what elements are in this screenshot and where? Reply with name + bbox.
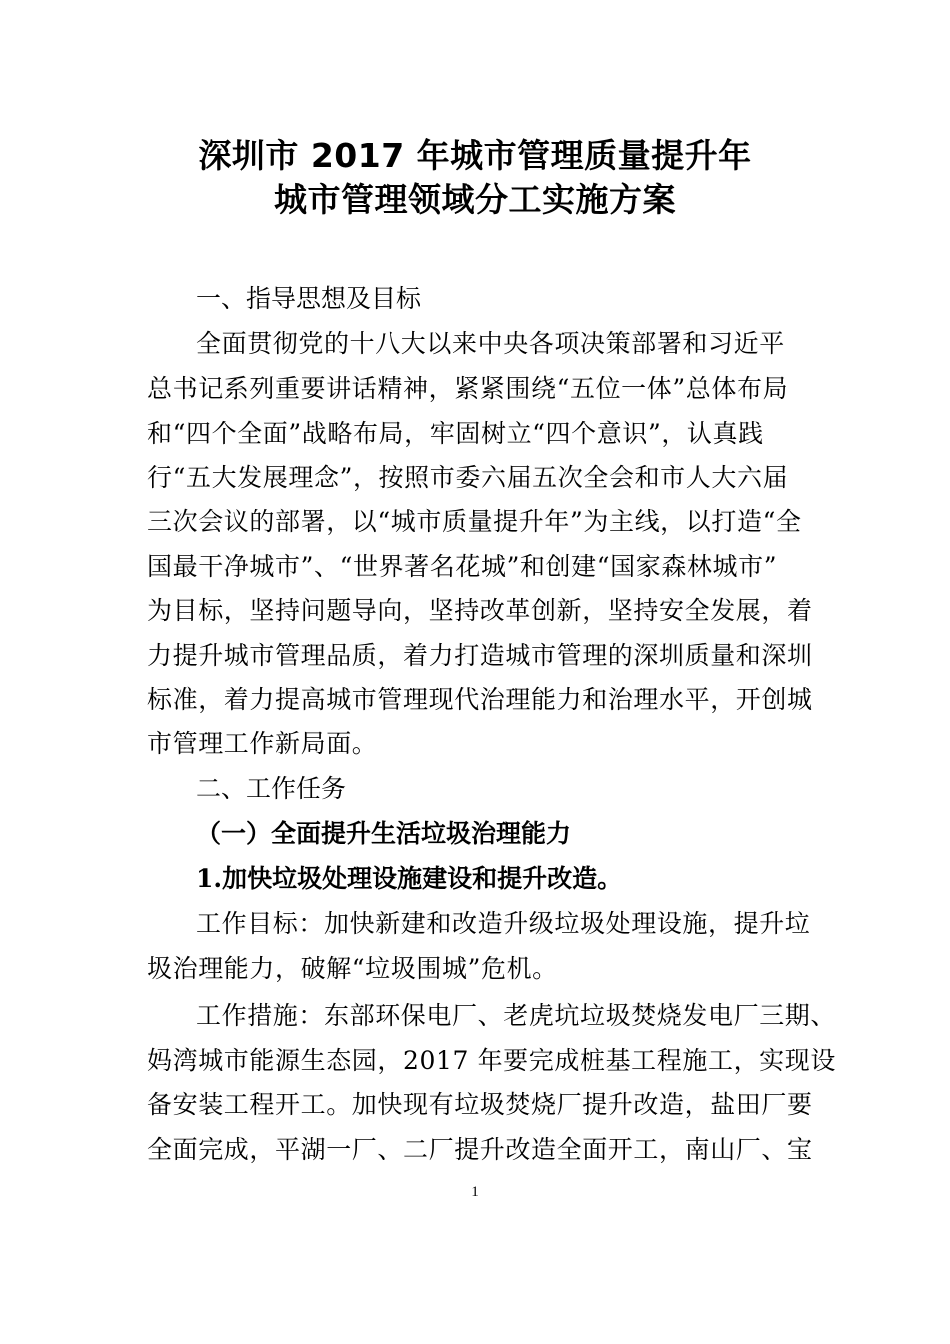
paragraph-line: 总书记系列重要讲话精神，紧紧围绕“五位一体”总体布局 xyxy=(147,374,789,403)
paragraph-line: 和“四个全面”战略布局，牢固树立“四个意识”，认真践 xyxy=(147,419,764,448)
paragraph-line: 妈湾城市能源生态园，2017 年要完成桩基工程施工，实现设 xyxy=(147,1046,836,1075)
document-title-line-1: 深圳市 2017 年城市管理质量提升年 xyxy=(198,136,752,175)
subsection-heading: （一）全面提升生活垃圾治理能力 xyxy=(196,819,572,848)
paragraph-line: 市管理工作新局面。 xyxy=(147,729,378,758)
paragraph-line: 全面完成，平湖一厂、二厂提升改造全面开工，南山厂、宝 xyxy=(147,1135,813,1164)
paragraph-line: 备安装工程开工。加快现有垃圾焚烧厂提升改造，盐田厂要 xyxy=(147,1090,813,1119)
paragraph-line: 圾治理能力，破解“垃圾围城”危机。 xyxy=(147,954,558,983)
item-heading: 1.加快垃圾处理设施建设和提升改造。 xyxy=(196,864,623,893)
document-title-line-2: 城市管理领域分工实施方案 xyxy=(274,180,676,219)
paragraph-line: 标准，着力提高城市管理现代治理能力和治理水平，开创城 xyxy=(147,685,813,714)
paragraph-line: 力提升城市管理品质，着力打造城市管理的深圳质量和深圳 xyxy=(147,641,813,670)
paragraph-line: 国最干净城市”、“世界著名花城”和创建“国家森林城市” xyxy=(147,552,778,581)
section-heading-work-tasks: 二、工作任务 xyxy=(196,774,347,803)
paragraph-line: 为目标，坚持问题导向，坚持改革创新，坚持安全发展，着 xyxy=(147,596,813,625)
page-number: 1 xyxy=(471,1184,479,1200)
paragraph-line: 工作措施：东部环保电厂、老虎坑垃圾焚烧发电厂三期、 xyxy=(196,1001,837,1030)
paragraph-line: 工作目标：加快新建和改造升级垃圾处理设施，提升垃 xyxy=(196,909,811,938)
paragraph-line: 全面贯彻党的十八大以来中央各项决策部署和习近平 xyxy=(196,329,785,358)
section-heading-guiding-principles: 一、指导思想及目标 xyxy=(196,284,422,313)
paragraph-line: 行“五大发展理念”，按照市委六届五次全会和市人大六届 xyxy=(147,463,789,492)
paragraph-line: 三次会议的部署，以“城市质量提升年”为主线，以打造“全 xyxy=(147,507,802,536)
